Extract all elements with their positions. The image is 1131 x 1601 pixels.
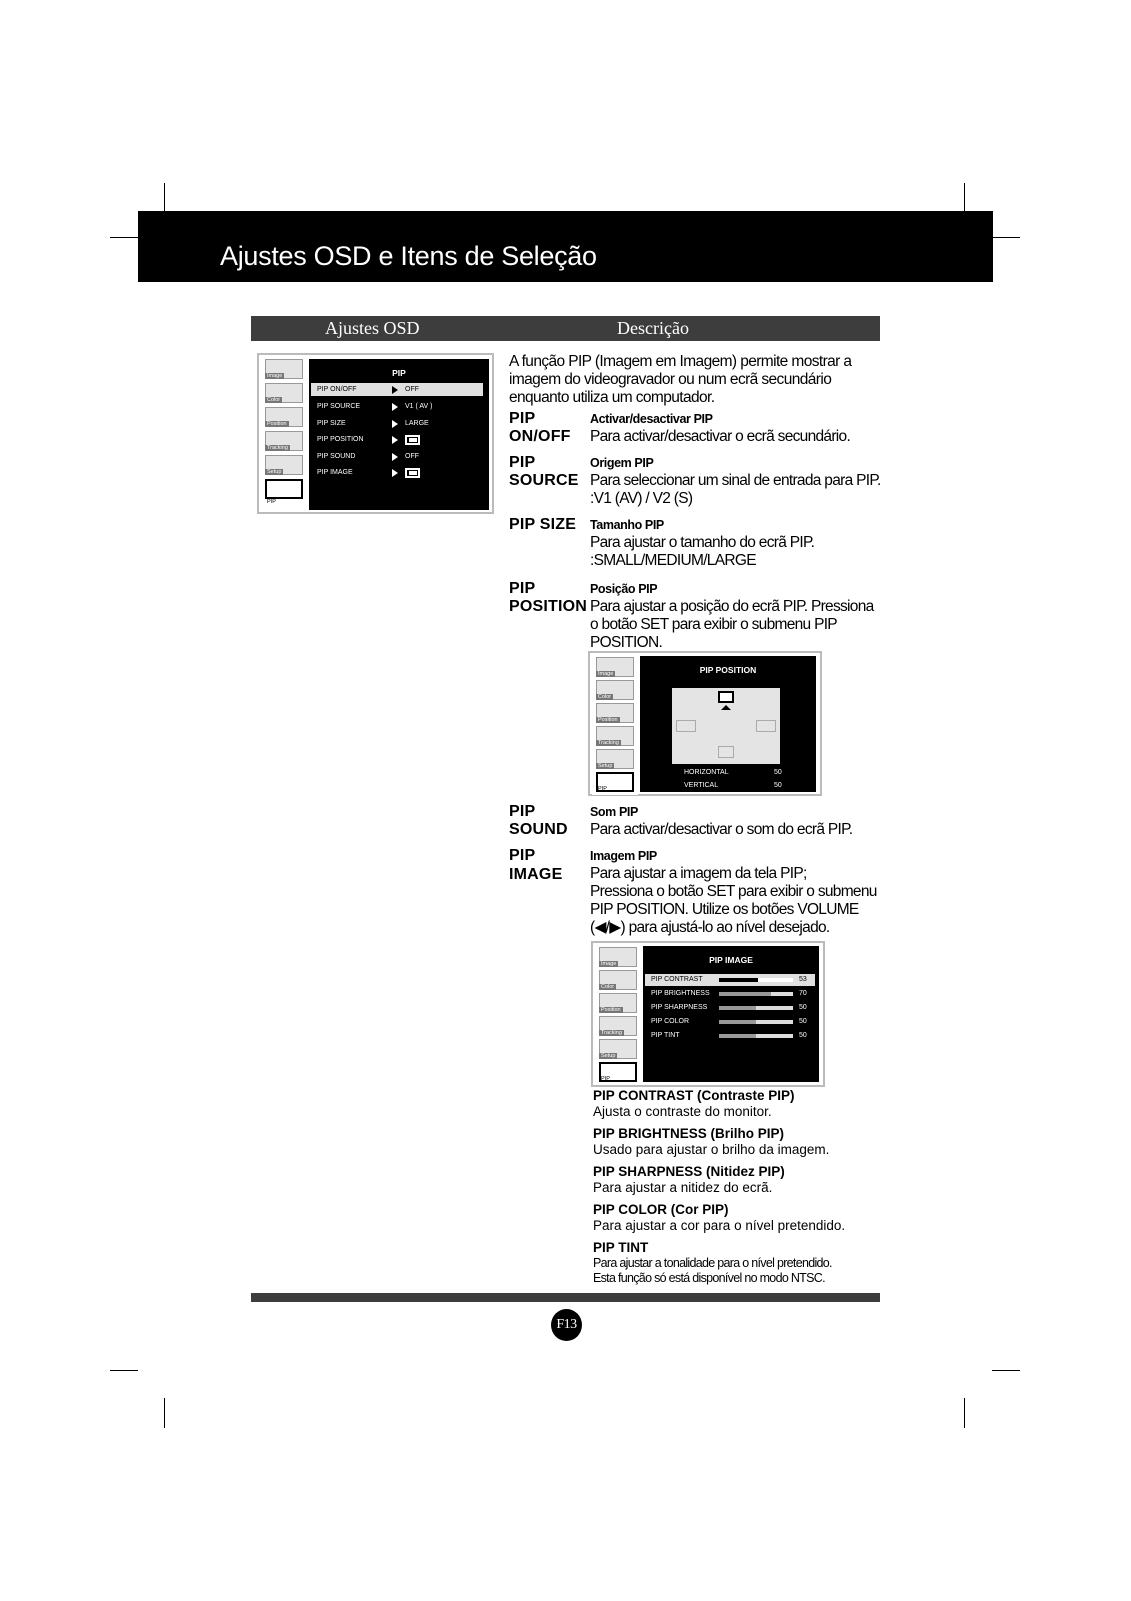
level-bar-fill bbox=[719, 1020, 756, 1024]
term-source-1: PIP bbox=[509, 454, 536, 471]
text-position: Para ajustar a posição do ecrã PIP. Pressiona bbox=[590, 598, 874, 615]
osd-pip-menu bbox=[257, 353, 494, 514]
term-sound-2: SOUND bbox=[509, 821, 568, 838]
pip-source-value: V1 ( AV ) bbox=[405, 403, 433, 410]
text-source: :V1 (AV) / V2 (S) bbox=[590, 490, 693, 507]
text-size: Para ajustar o tamanho do ecrã PIP. bbox=[590, 534, 815, 551]
pip-onoff-value: OFF bbox=[405, 386, 419, 393]
sidebar-label: PIP bbox=[267, 499, 276, 505]
pip-image-row: PIP IMAGE bbox=[317, 469, 353, 476]
text-source: Para seleccionar um sinal de entrada para PIP. bbox=[590, 472, 881, 489]
item-text: Ajusta o contraste do monitor. bbox=[593, 1104, 772, 1119]
term-image-1: PIP bbox=[509, 847, 536, 864]
osd-title: PIP POSITION bbox=[699, 665, 757, 675]
term-onoff-2: ON/OFF bbox=[509, 428, 571, 445]
osd-panel bbox=[640, 656, 816, 792]
term-sound-1: PIP bbox=[509, 803, 536, 820]
pip-source-row: PIP SOURCE bbox=[317, 403, 361, 410]
level-bar-fill bbox=[719, 978, 758, 982]
page-title: Ajustes OSD e Itens de Seleção bbox=[220, 241, 597, 271]
image-row-value: 50 bbox=[799, 1032, 807, 1039]
sidebar-label: Image bbox=[267, 373, 283, 379]
column-header bbox=[251, 316, 880, 341]
crop-mark bbox=[964, 1398, 965, 1428]
image-row-label: PIP SHARPNESS bbox=[651, 1004, 708, 1011]
term-image-2: IMAGE bbox=[509, 866, 563, 883]
osd-sidebar bbox=[261, 357, 307, 512]
text-size: :SMALL/MEDIUM/LARGE bbox=[590, 552, 756, 569]
text-image: Para ajustar a imagem da tela PIP; bbox=[590, 865, 807, 882]
term-size: PIP SIZE bbox=[509, 516, 577, 533]
window-icon bbox=[405, 435, 420, 445]
image-row-label: PIP TINT bbox=[651, 1032, 680, 1039]
sidebar-label: Position bbox=[601, 1007, 621, 1013]
sidebar-label: Setup bbox=[267, 469, 282, 475]
text-onoff: Para activar/desactivar o ecrã secundário. bbox=[590, 428, 851, 445]
text-sound: Para activar/desactivar o som do ecrã PIP. bbox=[590, 821, 853, 838]
pip-sound-value: OFF bbox=[405, 453, 419, 460]
term-source-2: SOURCE bbox=[509, 472, 579, 489]
item-title: PIP COLOR (Cor PIP) bbox=[593, 1202, 729, 1217]
arrow-right-icon bbox=[392, 386, 398, 394]
intro-line: imagem do videogravador ou num ecrã secundário bbox=[509, 371, 832, 388]
crop-mark bbox=[164, 1398, 165, 1428]
item-title: PIP SHARPNESS (Nitidez PIP) bbox=[593, 1164, 785, 1179]
intro-line: A função PIP (Imagem em Imagem) permite mostrar a bbox=[509, 353, 852, 370]
sidebar-label: PIP bbox=[598, 786, 607, 792]
sidebar-label: Image bbox=[601, 961, 617, 967]
crop-mark bbox=[992, 1370, 1020, 1371]
image-row-value: 50 bbox=[799, 1004, 807, 1011]
level-bar-fill bbox=[719, 1006, 756, 1010]
osd-sidebar bbox=[592, 655, 638, 795]
subtitle-position: Posição PIP bbox=[590, 582, 658, 596]
pip-window-bottom bbox=[718, 746, 734, 758]
position-screen bbox=[672, 688, 780, 764]
term-onoff-1: PIP bbox=[509, 410, 536, 427]
sidebar-label: Setup bbox=[601, 1053, 616, 1059]
pip-onoff-row: PIP ON/OFF bbox=[317, 386, 357, 393]
image-row-value: 50 bbox=[799, 1018, 807, 1025]
subtitle-sound: Som PIP bbox=[590, 805, 638, 819]
crop-mark bbox=[110, 1370, 138, 1371]
pip-size-value: LARGE bbox=[405, 420, 429, 427]
sidebar-label: Image bbox=[598, 671, 614, 677]
text-image: Pressiona o botão SET para exibir o submenu bbox=[590, 883, 877, 900]
image-row-value: 70 bbox=[799, 990, 807, 997]
sidebar-label: PIP bbox=[601, 1076, 610, 1082]
sidebar-label: Position bbox=[598, 717, 618, 723]
sidebar-label: Position bbox=[267, 421, 287, 427]
arrow-up-icon bbox=[721, 705, 731, 710]
pip-window-top bbox=[718, 691, 734, 703]
image-row-label: PIP BRIGHTNESS bbox=[651, 990, 710, 997]
item-text: Para ajustar a nitidez do ecrã. bbox=[593, 1180, 773, 1195]
pip-position-row: PIP POSITION bbox=[317, 436, 364, 443]
subtitle-source: Origem PIP bbox=[590, 456, 654, 470]
pip-tab-icon bbox=[265, 479, 303, 499]
vertical-label: VERTICAL bbox=[684, 782, 719, 789]
arrow-right-icon bbox=[392, 420, 398, 428]
osd-pip-position bbox=[588, 651, 822, 796]
pip-size-row: PIP SIZE bbox=[317, 420, 346, 427]
column-header-right: Descrição bbox=[617, 318, 689, 338]
intro-line: enquanto utiliza um computador. bbox=[509, 389, 715, 406]
text-position: o botão SET para exibir o submenu PIP bbox=[590, 616, 837, 633]
arrow-right-icon bbox=[392, 403, 398, 411]
osd-panel bbox=[643, 946, 819, 1082]
window-icon bbox=[405, 468, 420, 478]
pip-window-left bbox=[676, 720, 696, 732]
item-text: Para ajustar a cor para o nível pretendido. bbox=[593, 1218, 846, 1233]
subtitle-onoff: Activar/desactivar PIP bbox=[590, 412, 713, 426]
pip-window-right bbox=[756, 720, 776, 732]
sidebar-label: Color bbox=[601, 984, 615, 990]
item-title: PIP BRIGHTNESS (Brilho PIP) bbox=[593, 1126, 785, 1141]
subtitle-image: Imagem PIP bbox=[590, 849, 657, 863]
sidebar-label: Setup bbox=[598, 763, 613, 769]
item-text: Usado para ajustar o brilho da imagem. bbox=[593, 1142, 830, 1157]
osd-sidebar bbox=[595, 945, 641, 1085]
image-row-label: PIP COLOR bbox=[651, 1018, 689, 1025]
text-image: (◀/▶) para ajustá-lo ao nível desejado. bbox=[590, 919, 830, 936]
text-position: POSITION. bbox=[590, 634, 663, 651]
crop-mark bbox=[990, 237, 1020, 238]
text-image: PIP POSITION. Utilize os botões VOLUME bbox=[590, 901, 859, 918]
bottom-rule bbox=[251, 1293, 880, 1302]
item-text: Esta função só está disponível no modo NTSC. bbox=[593, 1271, 825, 1285]
horizontal-value: 50 bbox=[774, 769, 782, 776]
subtitle-size: Tamanho PIP bbox=[590, 518, 664, 532]
arrow-right-icon bbox=[392, 453, 398, 461]
item-title: PIP TINT bbox=[593, 1240, 649, 1255]
sidebar-label: Tracking bbox=[598, 740, 619, 746]
horizontal-label: HORIZONTAL bbox=[684, 769, 729, 776]
sidebar-label: Color bbox=[267, 397, 281, 403]
level-bar-fill bbox=[719, 1034, 756, 1038]
sidebar-label: Tracking bbox=[601, 1030, 622, 1036]
arrow-right-icon bbox=[392, 469, 398, 477]
term-position-1: PIP bbox=[509, 580, 536, 597]
item-text: Para ajustar a tonalidade para o nível pretendido. bbox=[593, 1256, 832, 1270]
level-bar-fill bbox=[719, 992, 771, 996]
level-bar bbox=[719, 1020, 793, 1024]
item-title: PIP CONTRAST (Contraste PIP) bbox=[593, 1088, 795, 1103]
osd-panel bbox=[309, 359, 489, 510]
level-bar bbox=[719, 1034, 793, 1038]
arrow-right-icon bbox=[392, 436, 398, 444]
term-position-2: POSITION bbox=[509, 598, 588, 615]
osd-title: PIP IMAGE bbox=[709, 955, 753, 965]
sidebar-label: Tracking bbox=[267, 445, 288, 451]
column-header-left: Ajustes OSD bbox=[325, 318, 420, 338]
osd-title: PIP bbox=[392, 368, 406, 378]
level-bar bbox=[719, 1006, 793, 1010]
vertical-value: 50 bbox=[774, 782, 782, 789]
image-row-label: PIP CONTRAST bbox=[651, 976, 703, 983]
sidebar-label: Color bbox=[598, 694, 612, 700]
pip-sound-row: PIP SOUND bbox=[317, 453, 356, 460]
image-row-value: 53 bbox=[799, 976, 807, 983]
page-number: F13 bbox=[551, 1309, 582, 1341]
level-bar bbox=[719, 978, 793, 982]
header-bar bbox=[138, 211, 993, 282]
level-bar bbox=[719, 992, 793, 996]
osd-pip-image bbox=[591, 941, 825, 1087]
